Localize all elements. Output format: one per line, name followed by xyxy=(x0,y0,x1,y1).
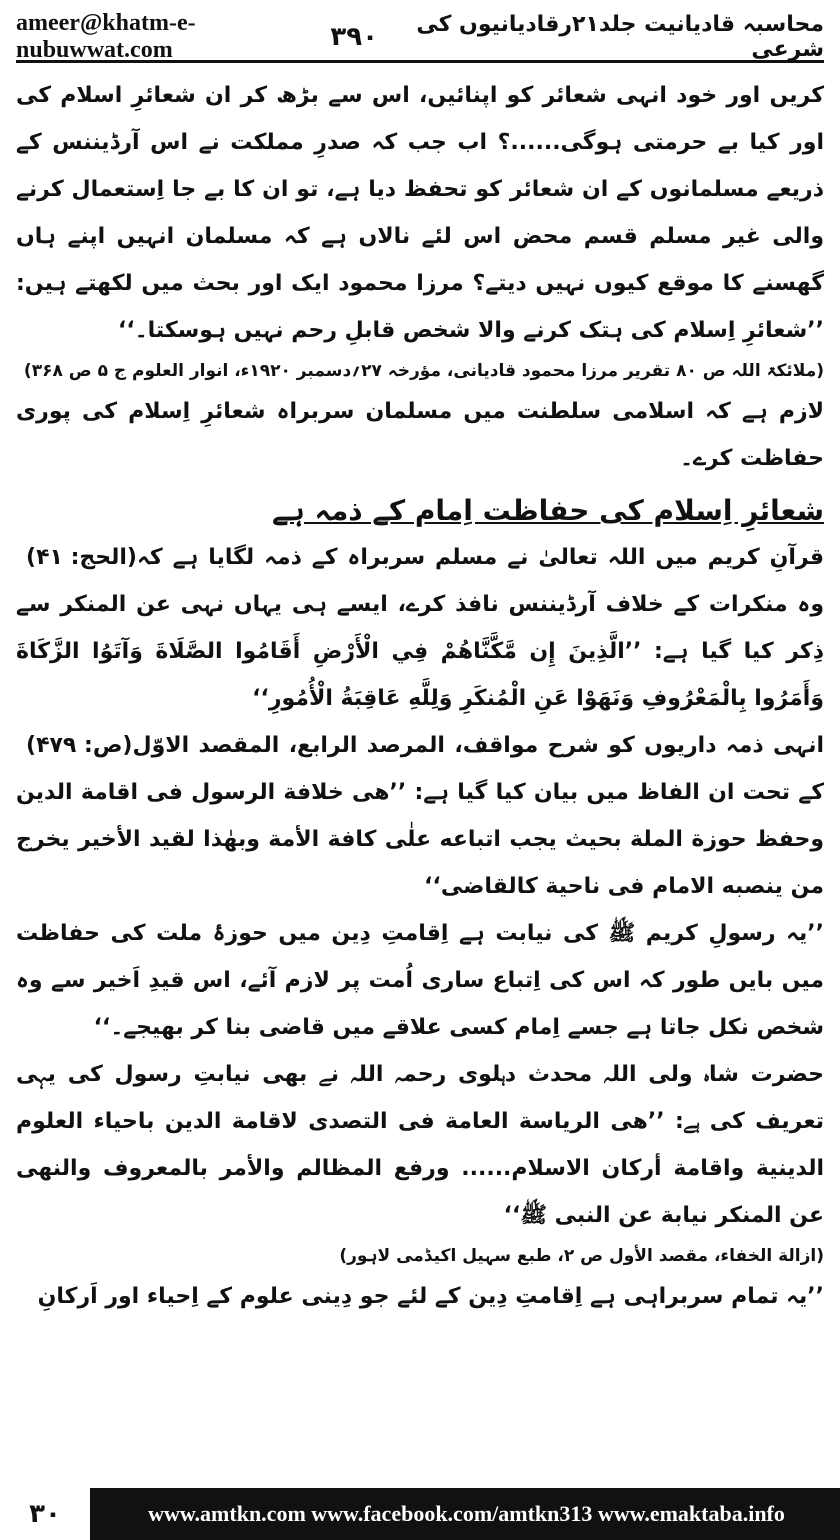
page-header xyxy=(16,10,824,63)
section-heading: شعائرِ اِسلام کی حفاظت اِمام کے ذمہ ہے xyxy=(272,494,824,527)
paragraph-3 xyxy=(16,534,824,722)
paragraph-4 xyxy=(16,722,824,910)
header-email: ameer@khatm-e-nubuwwat.com xyxy=(16,10,196,63)
footer-folio: ۳۰ xyxy=(0,1488,93,1540)
paragraph-7: ’’یہ تمام سربراہی ہے اِقامتِ دِین کے لئے جو دِینی علوم کے اِحیاء اور اَرکانِ xyxy=(37,1284,824,1309)
header-left xyxy=(16,10,378,64)
citation-quran: (الحج: ۴۱) xyxy=(26,545,137,570)
paragraph-4-text: انہی ذمہ داریوں کو شرح مواقف، المرصد الرابع، المقصد الاوّل کے تحت ان الفاظ میں بیان کیا گیا ہے: ’’هی خلافة الرسول فی اقامة الدين وحفظ حوزة الملة بحيث يجب اتباعه علٰی كافة الأمة وبهٰذا لقيد الأخير يخرج من ينصبه الامام فی ناحية كالقاضی‘‘ xyxy=(16,733,824,899)
paragraph-5: ’’یہ رسولِ کریم ﷺ کی نیابت ہے اِقامتِ دِین میں حوزۂ ملت کی حفاظت میں بایں طور کہ اس کی اِتباع ساری اُمت پر لازم آئے، اس قیدِ اَخیر سے وہ شخص نکل جاتا ہے جسے اِمام کسی علاقے میں قاضی بنا کر بھیجے۔‘‘ xyxy=(16,921,824,1040)
header-book-title: محاسبہ قادیانیت جلد۲۱رقادیانیوں کی شرعی xyxy=(416,12,824,62)
citation-izala: (ازالة الخفاء، مقصد الأول ص ۲، طبع سہیل اکیڈمی لاہور) xyxy=(339,1246,824,1266)
page-footer xyxy=(0,1488,840,1540)
page-body xyxy=(16,72,824,1480)
citation-mawaqif: (ص: ۴۷۹) xyxy=(26,733,133,758)
footer-urls: www.amtkn.com www.facebook.com/amtkn313 www.emaktaba.info xyxy=(148,1501,785,1526)
paragraph-3-text: قرآنِ کریم میں اللہ تعالیٰ نے مسلم سربراہ کے ذمہ لگایا ہے کہ وہ منکرات کے خلاف آرڈیننس نافذ کرے، ایسے ہی یہاں نہی عن المنکر سے ذِکر کیا گیا ہے: ’’الَّذِينَ إِن مَّكَّنَّاهُمْ فِي الْأَرْضِ أَقَامُوا الصَّلَاةَ وَآتَوُا الزَّكَاةَ وَأَمَرُوا بِالْمَعْرُوفِ وَنَهَوْا عَنِ الْمُنكَرِ وَلِلَّهِ عَاقِبَةُ الْأُمُورِ‘‘ xyxy=(16,545,824,711)
citation-1: (ملائکۃ اللہ ص ۸۰ تقریر مرزا محمود قادیانی، مؤرخہ ۲۷؍دسمبر ۱۹۲۰ء، انوار العلوم ج ۵ ص ۳۶۸) xyxy=(23,361,824,381)
header-page-number: ۳۹۰ xyxy=(330,22,378,52)
paragraph-2: لازم ہے کہ اسلامی سلطنت میں مسلمان سربراہ شعائرِ اِسلام کی پوری حفاظت کرے۔ xyxy=(16,399,824,471)
paragraph-6: حضرت شاہ ولی اللہ محدث دہلوی رحمہ اللہ نے بھی نیابتِ رسول کی یہی تعریف کی ہے: ’’هی الرياسة العامة فی التصدی لاقامة الدين باحياء العلوم الدينية واقامة أركان الاسلام...... ورفع المظالم والأمر بالمعروف والنهی عن المنكر نيابة عن النبی ﷺ‘‘ xyxy=(16,1062,824,1228)
paragraph-1: کریں اور خود انہی شعائر کو اپنائیں، اس سے بڑھ کر ان شعائرِ اسلام کی اور کیا بے حرمتی ہوگی......؟ اب جب کہ صدرِ مملکت نے اس آرڈیننس کے ذریعے مسلمانوں کے ان شعائر کو تحفظ دیا ہے، تو ان کا بے جا اِستعمال کرنے والی غیر مسلم قسم محض اس لئے نالاں ہے کہ مسلمان انہیں اپنے ہاں گھسنے کا موقع کیوں نہیں دیتے؟ مرزا محمود ایک اور بحث میں لکھتے ہیں: ’’شعائرِ اِسلام کی ہتک کرنے والا شخص قابلِ رحم نہیں ہوسکتا۔‘‘ xyxy=(16,83,824,343)
